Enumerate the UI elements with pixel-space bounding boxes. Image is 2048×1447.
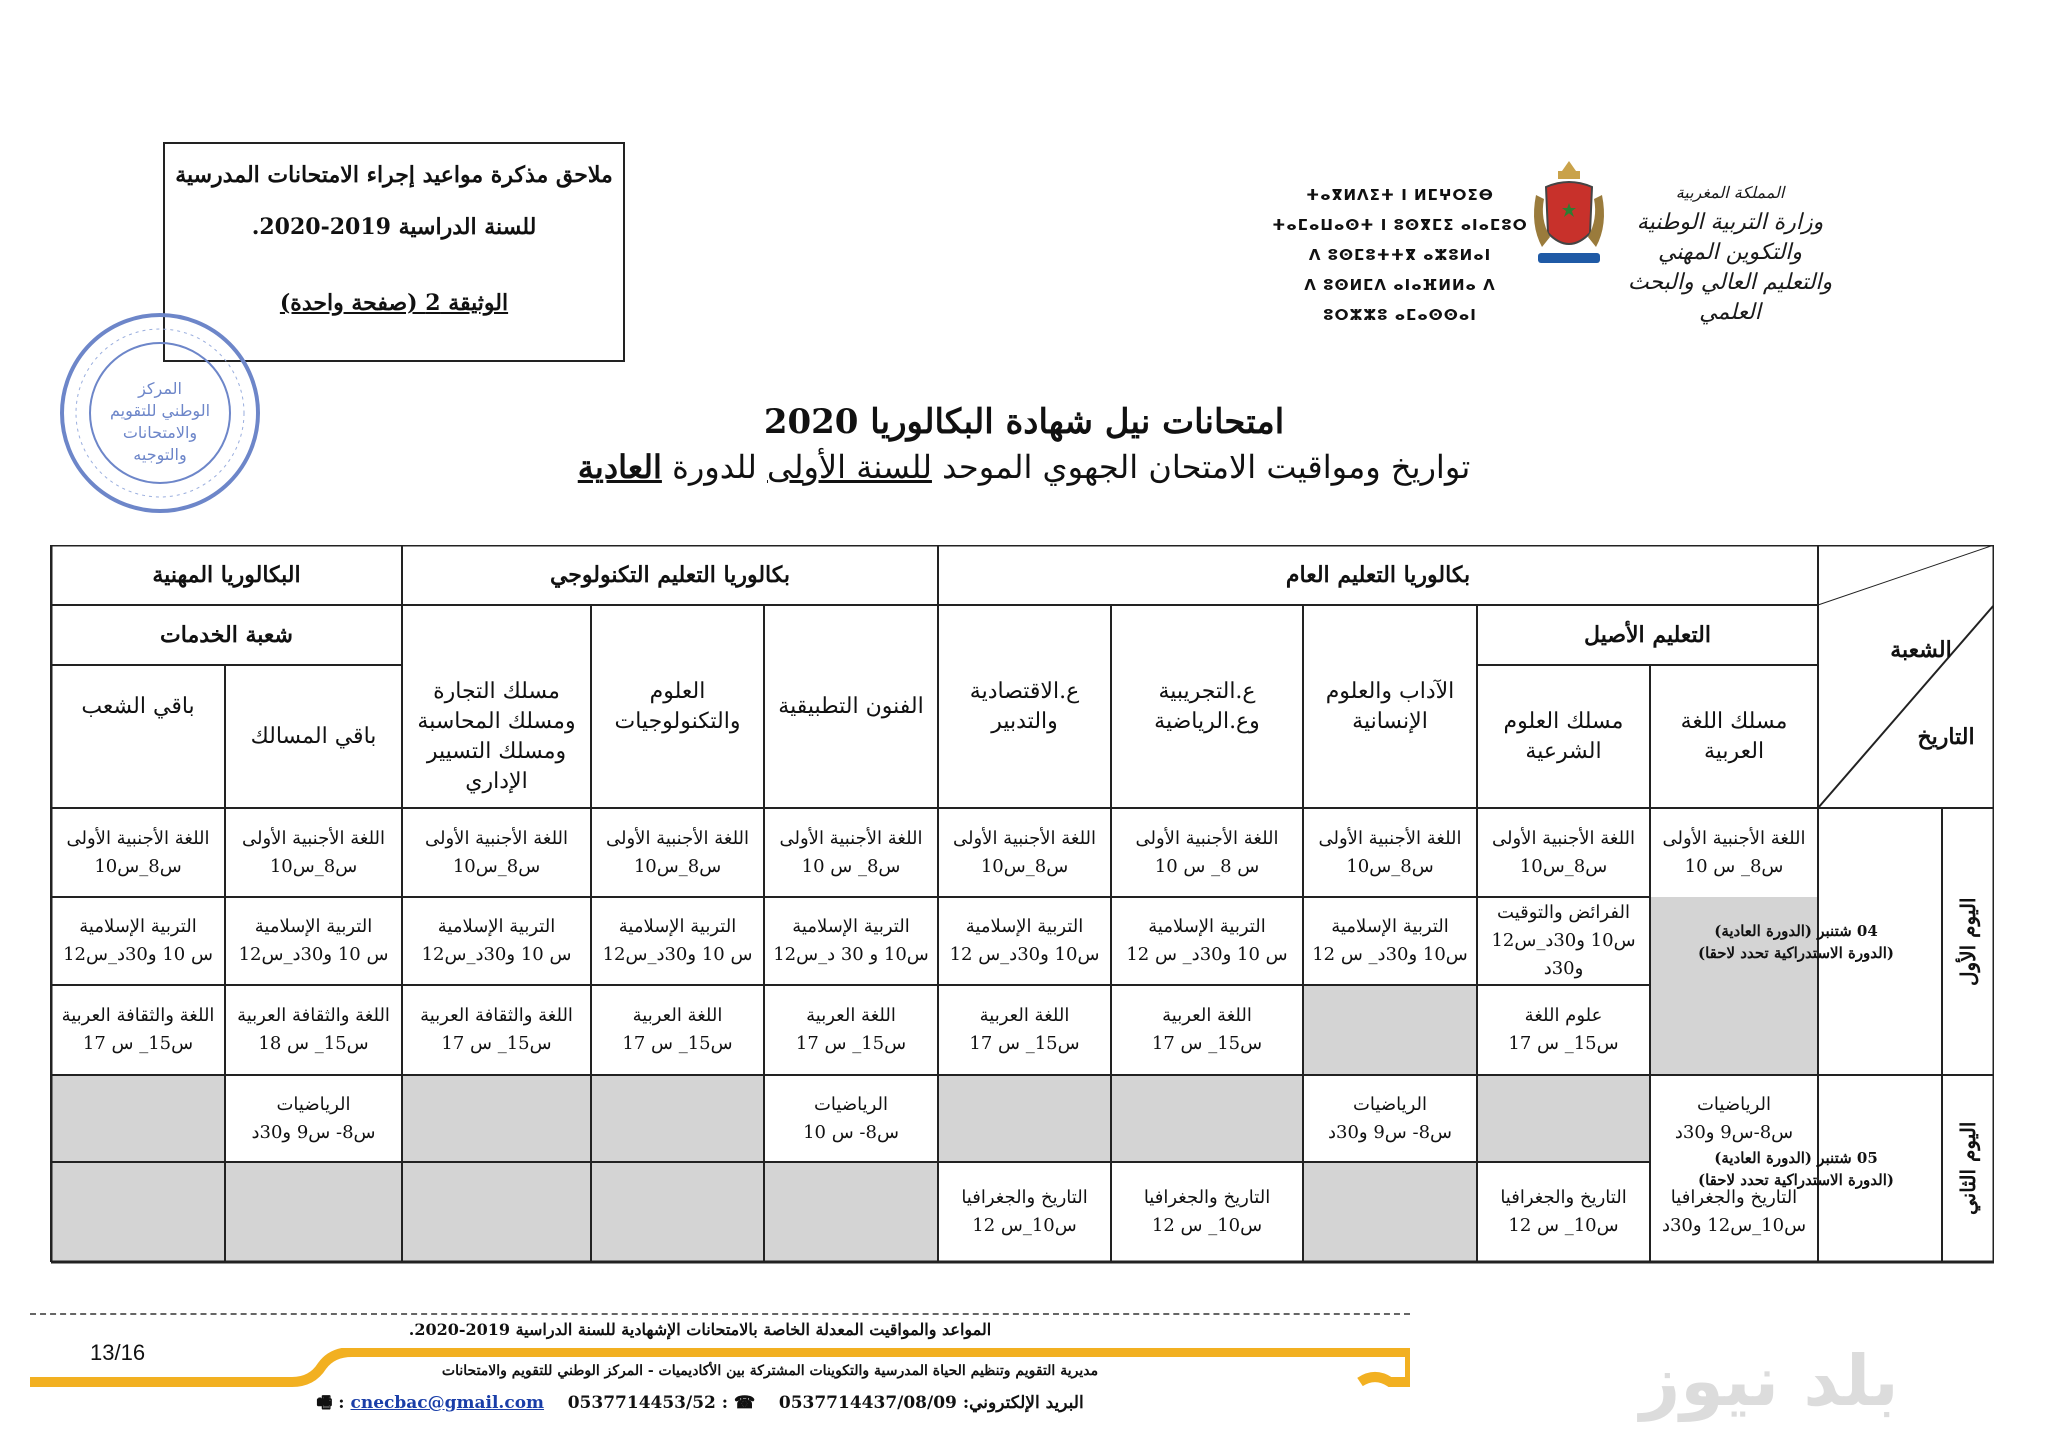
schedule-cell: اللغة العربية س15_ س 17 [1151,1005,1263,1054]
schedule-cell: اللغة الأجنبية الأولى س8_س10 [66,827,210,877]
schedule-cell: الرياضيات س8- س 10 [803,1093,899,1143]
annex-line2: للسنة الدراسية 2019-2020. [251,214,537,240]
phone-number: 0537714453/52 : ☎ [567,1393,756,1413]
schedule-cell: اللغة العربية س15_ س 17 [795,1005,907,1054]
schedule-cell: الفرائض والتوقيت س10 و30د_س12 و30د [1491,902,1636,979]
col-lettres: الآداب والعلوم الإنسانية [1325,678,1455,734]
schedule-cell: اللغة الأجنبية الأولى س8_س10 [1318,827,1462,877]
schedule-cell: التاريخ والجغرافيا س10_س12 و30د [1661,1187,1807,1236]
ministry-kingdom: المملكة المغربية [1675,183,1785,202]
day2-date: 05 شتنبر (الدورة العادية) (الدورة الاستدراكية تحدد لاحقا) [1697,1148,1895,1189]
subgroup-asil-header: التعليم الأصيل [1584,622,1711,648]
schedule-cell: اللغة والثقافة العربية س15_ س 17 [61,1005,215,1054]
tifinagh-line4: ⴷ ⵓⵙⵍⵎⴷ ⴰⵏⴰⴼⵍⵍⴰ ⴷ ⵓⵔⵣⵣⵓ ⴰⵎⴰⵙⵙⴰⵏ [1304,276,1496,324]
schedule-cell: اللغة العربية س15_ س 17 [622,1005,733,1054]
email-label: البريد الإلكتروني: [962,1393,1084,1413]
document-subtitle: تواريخ ومواقيت الامتحان الجهوي الموحد للسنة الأولى للدورة العادية [577,448,1471,486]
watermark: بلد نيوز [1640,1340,1899,1422]
schedule-cell: التربية الإسلامية س10 و30د_ س 12 [1312,916,1468,965]
group-general-header: بكالوريا التعليم العام [1285,562,1471,588]
group-tech-header: بكالوريا التعليم التكنولوجي [549,562,791,588]
col-other-paths: باقي المسالك [250,723,377,749]
corner-label-date: التاريخ [1917,723,1975,750]
footer-divider [30,1313,1410,1315]
col-arts: الفنون التطبيقية [778,693,924,719]
day2-label: اليوم الثاني [1956,1121,1980,1216]
schedule-cell: علوم اللغة س15_ س 17 [1508,1005,1619,1054]
ministry-name2: والتكوين المهني [1657,240,1803,265]
schedule-cell: التربية الإسلامية س10 و30د_س 12 [949,916,1100,965]
schedule-cell: الرياضيات س8- س9 و30د [251,1093,376,1143]
annex-line3: الوثيقة 2 (صفحة واحدة) [279,290,509,316]
schedule-cell: الرياضيات س8- س9 و30د [1328,1093,1453,1143]
schedule-cell: التاريخ والجغرافيا س10_ س 12 [1500,1187,1627,1236]
day1-label: اليوم الأول [1956,897,1980,986]
schedule-cell: اللغة الأجنبية الأولى س8_ س 10 [1662,827,1806,877]
day1-date: 04 شتنبر (الدورة العادية) (الدورة الاستدراكية تحدد لاحقا) [1697,921,1895,962]
schedule-cell: التربية الإسلامية س 10 و30د_ س 12 [1126,916,1288,965]
col-lang-ar: مسلك اللغة العربية [1680,708,1788,764]
schedule-cell: اللغة والثقافة العربية س15_ س 17 [420,1005,573,1054]
col-sharia: مسلك العلوم الشرعية [1503,708,1624,764]
annex-line1: ملاحق مذكرة مواعيد إجراء الامتحانات المدرسية [175,162,613,188]
svg-text:الوطني للتقويم: الوطني للتقويم [109,401,211,420]
tifinagh-line1: ⵜⴰⴳⵍⴷⵉⵜ ⵏ ⵍⵎⵖⵔⵉⴱ [1306,186,1494,204]
tifinagh-line3: ⴷ ⵓⵙⵎⵓⵜⵜⴳ ⴰⵣⵓⵍⴰⵏ [1308,246,1492,264]
col-commerce: مسلك التجارة ومسلك المحاسبة ومسلك التسيير الإداري [417,678,576,794]
schedule-cell: التاريخ والجغرافيا س10_ س 12 [1143,1187,1271,1236]
schedule-cell: التاريخ والجغرافيا س10_س 12 [961,1187,1088,1236]
col-sciences: ع.التجريبية وع.الرياضية [1154,678,1260,734]
svg-text:المركز: المركز [138,379,182,398]
svg-text:والامتحانات: والامتحانات [122,423,198,442]
fax-number: 0537714437/08/09 : 🖷 [316,1393,957,1413]
schedule-cell: اللغة والثقافة العربية س15_ س 18 [237,1005,390,1054]
tifinagh-line2: ⵜⴰⵎⴰⵡⴰⵙⵜ ⵏ ⵓⵙⴳⵎⵉ ⴰⵏⴰⵎⵓⵔ [1272,216,1528,234]
ministry-name3: والتعليم العالي والبحث العلمي [1627,270,1833,325]
schedule-cell: التربية الإسلامية س 10 و30د_س12 [421,916,572,965]
schedule-cell: اللغة الأجنبية الأولى س8_س10 [425,827,569,877]
corner-label-branch: الشعبة [1890,637,1952,663]
schedule-cell: اللغة العربية س15_ س 17 [969,1005,1080,1054]
group-pro-header: البكالوريا المهنية [152,562,301,588]
col-other-branches: باقي الشعب [81,693,195,719]
email-link[interactable]: cnecbac@gmail.com [350,1393,545,1413]
col-eco: ع.الاقتصادية والتدبير [969,678,1080,734]
ministry-name1: وزارة التربية الوطنية [1636,210,1824,235]
footer-directorate: مديرية التقويم وتنظيم الحياة المدرسية والتكوينات المشتركة بين الأكاديميات - المركز الوطني للتقويم والامتحانات [441,1363,1099,1379]
footer-contact [200,1390,1200,1419]
svg-text:والتوجيه: والتوجيه [133,445,187,464]
schedule-cell: اللغة الأجنبية الأولى س8_س10 [242,827,386,877]
document-title: امتحانات نيل شهادة البكالوريا 2020 [763,402,1285,442]
col-tech: العلوم والتكنولوجيات [614,678,741,734]
schedule-cell: التربية الإسلامية س 10 و30د_س12 [238,916,389,965]
schedule-cell: اللغة الأجنبية الأولى س8_س10 [606,827,750,877]
page-number: 13/16 [90,1340,146,1365]
schedule-cell: الرياضيات س8-س9 و30د [1674,1093,1794,1143]
schedule-cell: التربية الإسلامية س 10 و30د_س12 [602,916,753,965]
schedule-cell: اللغة الأجنبية الأولى س 8_ س 10 [1135,827,1279,877]
schedule-cell: التربية الإسلامية س10 و 30 د_س12 [773,916,929,965]
schedule-cell: اللغة الأجنبية الأولى س8_س10 [953,827,1097,877]
subgroup-services-header: شعبة الخدمات [160,622,293,648]
schedule-cell: اللغة الأجنبية الأولى س8_س10 [1492,827,1636,877]
schedule-cell: اللغة الأجنبية الأولى س8_ س 10 [779,827,923,877]
footer-note: المواعد والمواقيت المعدلة الخاصة بالامتحانات الإشهادية للسنة الدراسية 2019-2020. [408,1320,992,1339]
schedule-cell: التربية الإسلامية س 10 و30د_س12 [63,916,213,965]
